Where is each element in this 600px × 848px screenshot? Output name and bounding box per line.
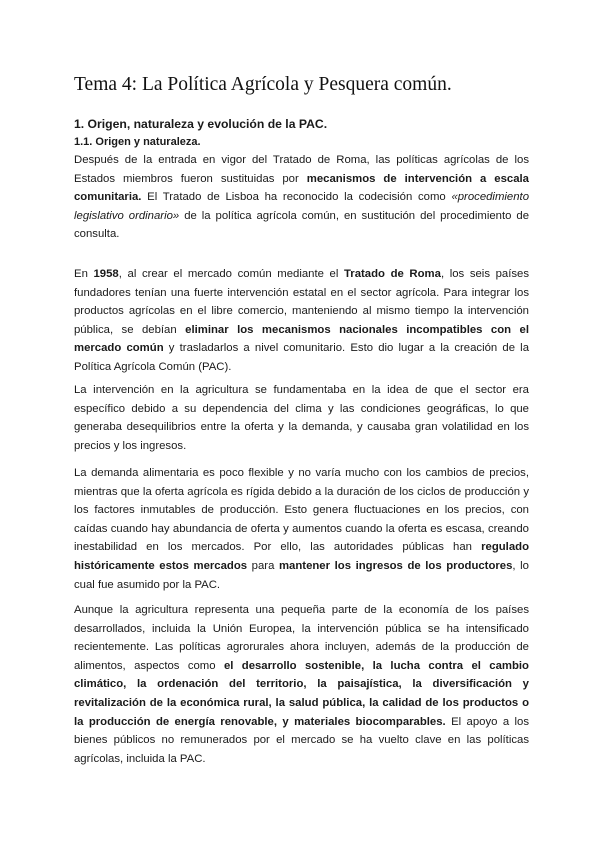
paragraph-5: Aunque la agricultura representa una pequeña parte de la economía de los países desarrollados, incluida la Unión Europea, la intervención pública se ha intensificado recientemente. Las políticas agrorurales ahora incluyen, además de la producción de alimentos, aspectos como el desarrollo sostenible, la lucha contra el cambio climático, la ordenación del territorio, la paisajística, la diversificación y revitalización de la económica rural, la salud pública, la calidad de los productos o la producción de energía renovable, y materiales biocomparables. El apoyo a los bienes públicos no remunerados por el mercado se ha vuelto clave en las políticas agrícolas, incluida la PAC.	[74, 604, 529, 765]
paragraph-1: Después de la entrada en vigor del Tratado de Roma, las políticas agrícolas de los Estados miembros fueron sustituidas por mecanismos de intervención a escala comunitaria. El Tratado de Lisboa ha reconocido la codecisión como «procedimiento legislativo ordinario» de la política agrícola común, en sustitución del procedimiento de consulta.	[74, 154, 529, 241]
subsection-heading: 1.1. Origen y naturaleza.	[74, 136, 201, 148]
paragraph-3: La intervención en la agricultura se fundamentaba en la idea de que el sector era específico debido a su dependencia del clima y las condiciones geográficas, lo que generaba desequilibrios entre la oferta y la demanda, y causaba gran volatilidad en los precios y los ingresos.	[74, 384, 529, 452]
paragraph-4: La demanda alimentaria es poco flexible y no varía mucho con los cambios de precios, mientras que la oferta agrícola es rígida debido a la duración de los ciclos de producción y los factores inmutables de producción. Esto genera fluctuaciones en los precios, con caídas cuando hay abundancia de oferta y aumentos cuando la oferta es escasa, creando inestabilidad en los mercados. Por ello, las autoridades públicas han regulado históricamente estos mercados para mantener los ingresos de los productores, lo cual fue asumido por la PAC.	[74, 467, 529, 591]
section-heading: 1. Origen, naturaleza y evolución de la PAC.	[74, 117, 328, 131]
page-title: Tema 4: La Política Agrícola y Pesquera común.	[74, 74, 452, 95]
paragraph-2: En 1958, al crear el mercado común mediante el Tratado de Roma, los seis países fundadores tenían una fuerte intervención estatal en el sector agrícola. Para integrar los productos agrícolas en el libre comercio, manteniendo al mismo tiempo la intervención pública, se debían eliminar los mecanismos nacionales incompatibles con el mercado común y trasladarlos a nivel comunitario. Esto dio lugar a la creación de la Política Agrícola Común (PAC).	[74, 268, 530, 373]
